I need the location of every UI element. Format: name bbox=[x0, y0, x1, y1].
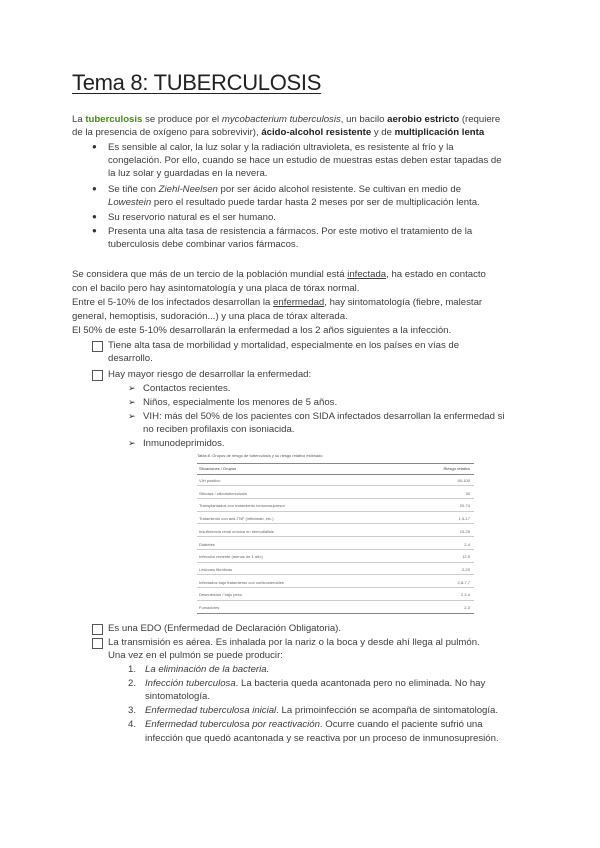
table-cell-value: 50-100 bbox=[457, 478, 470, 483]
para2-line-2: con el bacilo pero hay asintomatología y una placa de tórax normal. bbox=[72, 283, 360, 294]
checkbox[interactable] bbox=[92, 341, 103, 352]
checkbox[interactable] bbox=[92, 638, 103, 649]
checkbox[interactable] bbox=[92, 370, 103, 381]
intro-bullet-1-line-1: Es sensible al calor, la luz solar y la radiación ultravioleta, es resistente al frío y la bbox=[108, 142, 454, 153]
para2-line-4: general, hemoptisis, sudoración...) y una placa de tórax alterada. bbox=[72, 311, 348, 322]
risk-item-4: Inmunodeprimidos. bbox=[143, 438, 225, 449]
table-rule bbox=[197, 498, 474, 499]
table-cell-label: Fumadores bbox=[199, 605, 220, 610]
arrow-bullet-icon: ➢ bbox=[128, 411, 136, 421]
list-number: 1. bbox=[128, 664, 137, 675]
arrow-bullet-icon: ➢ bbox=[128, 397, 136, 407]
intro-bullet-1-line-3: la luz solar y guardadas en la nevera. bbox=[108, 168, 268, 179]
arrow-bullet-icon: ➢ bbox=[128, 438, 136, 448]
table-cell-label: Infectados bajo tratamiento con corticosteroides bbox=[199, 579, 284, 585]
para2-line-1: Se considera que más de un tercio de la población mundial está infectada, ha estado en contacto bbox=[72, 269, 486, 280]
para2-line-5: El 50% de este 5-10% desarrollarán la enfermedad a los 2 años siguientes a la infección. bbox=[72, 325, 452, 336]
check-4-line-2: Una vez en el pulmón se puede producir: bbox=[108, 650, 283, 661]
table-rule bbox=[197, 549, 474, 550]
table-header-label: Situaciones / Grupos bbox=[199, 466, 237, 471]
arrow-bullet-icon: ➢ bbox=[128, 383, 136, 393]
table-rule bbox=[197, 485, 474, 486]
table-rule bbox=[197, 463, 474, 464]
table-rule bbox=[197, 574, 474, 575]
table-cell-value: 2-3 bbox=[464, 605, 470, 610]
table-rule bbox=[197, 562, 474, 563]
bullet-icon: ● bbox=[92, 184, 97, 193]
form-2-line-2: sintomatología. bbox=[145, 691, 211, 702]
table-cell-label: Tratamiento con anti-TNF (infliximab, etc.) bbox=[199, 516, 274, 522]
table-cell-label: Transplantados con tratamiento inmunosupresor bbox=[199, 503, 285, 509]
bullet-icon: ● bbox=[92, 226, 97, 235]
risk-item-1: Contactos recientes. bbox=[143, 383, 231, 394]
checkbox[interactable] bbox=[92, 624, 103, 635]
intro-bullet-4-line-1: Presenta una alta tasa de resistencia a fármacos. Por este motivo el tratamiento de la bbox=[108, 226, 473, 237]
check-2: Hay mayor riesgo de desarrollar la enfermedad: bbox=[108, 369, 312, 380]
list-number: 2. bbox=[128, 678, 137, 689]
intro-line-1: La tuberculosis se produce por el mycobacterium tuberculosis, un bacilo aerobio estricto (requiere bbox=[72, 114, 501, 125]
term-enfermedad: enfermedad bbox=[273, 297, 325, 308]
table-rule bbox=[197, 587, 474, 588]
term-multiplicacion: multiplicación lenta bbox=[394, 127, 485, 138]
table-rule bbox=[197, 536, 474, 537]
term-aerobio: aerobio estricto bbox=[387, 114, 460, 125]
check-1-line-1: Tiene alta tasa de morbilidad y mortalidad, especialmente en los países en vías de bbox=[108, 340, 460, 351]
risk-item-3-line-2: no reciben profilaxis con isoniacida. bbox=[143, 424, 295, 435]
table-cell-label: VIH positivo bbox=[199, 478, 221, 483]
check-4-line-1: La transmisión es aérea. Es inhalada por la nariz o la boca y desde ahí llega al pulmón. bbox=[108, 637, 480, 648]
table-rule bbox=[197, 600, 474, 601]
table-cell-value: 1,5-17 bbox=[458, 516, 470, 522]
form-4-line-2: infección que quedó acantonada y se reactiva por un proceso de inmunosupresión. bbox=[145, 733, 499, 744]
para2-line-3: Entre el 5-10% de los infectados desarrollan la enfermedad, hay sintomatología (fiebre, malestar bbox=[72, 297, 483, 308]
term-infectada: infectada bbox=[347, 269, 387, 280]
intro-bullet-2-line-1: Se tiñe con Ziehl-Neelsen por ser ácido alcohol resistente. Se cultivan en medio de bbox=[108, 184, 462, 195]
table-rule bbox=[197, 523, 474, 524]
bullet-icon: ● bbox=[92, 142, 97, 151]
table-cell-label: Diabetes bbox=[199, 541, 215, 547]
table-cell-value: 2-20 bbox=[461, 566, 470, 572]
form-3: Enfermedad tuberculosa inicial. La primoinfección se acompaña de sintomatología. bbox=[145, 705, 499, 716]
table-header-value: Riesgo relativo bbox=[443, 466, 470, 471]
table-cell-value: 12,9 bbox=[462, 554, 470, 560]
term-acido-alcohol: ácido-alcohol resistente bbox=[261, 127, 372, 138]
list-number: 3. bbox=[128, 705, 137, 716]
table-cell-value: 30 bbox=[465, 490, 470, 496]
table-rule bbox=[197, 511, 474, 512]
list-number: 4. bbox=[128, 719, 137, 730]
table-cell-label: Lesiones fibróticas bbox=[199, 566, 233, 572]
check-3: Es una EDO (Enfermedad de Declaración Obligatoria). bbox=[108, 623, 342, 634]
table-cell-label: Desnutrición / bajo peso bbox=[199, 592, 242, 598]
table-caption: Tabla 8. Grupos de riesgo de tuberculosis y su riesgo relativo estimado bbox=[197, 453, 323, 458]
table-cell-label: Insuficiencia renal crónica en hemodiálisis bbox=[199, 528, 274, 534]
intro-line-2: de la presencia de oxígeno para sobrevivir), ácido-alcohol resistente y de multiplicación lenta bbox=[72, 127, 485, 138]
bullet-icon: ● bbox=[92, 212, 97, 221]
table-rule bbox=[197, 613, 474, 614]
form-2-line-1: Infección tuberculosa. La bacteria queda acantonada pero no eliminada. No hay bbox=[145, 678, 486, 689]
table-cell-label: Infección reciente (menos de 1 año) bbox=[199, 554, 263, 560]
table-cell-value: 2-4 bbox=[464, 541, 470, 547]
table-cell-value: 20-74 bbox=[459, 503, 470, 509]
form-1: La eliminación de la bacteria. bbox=[145, 664, 270, 675]
page-title: Tema 8: TUBERCULOSIS bbox=[72, 70, 322, 95]
term-tuberculosis: tuberculosis bbox=[85, 114, 143, 125]
risk-item-3-line-1: VIH: más del 50% de los pacientes con SIDA infectados desarrollan la enfermedad si bbox=[143, 411, 505, 422]
intro-bullet-2-line-2: Lowestein pero el resultado puede tardar hasta 2 meses por ser de multiplicación lenta. bbox=[108, 197, 480, 208]
table-cell-value: 2,8-7,7 bbox=[457, 579, 470, 585]
intro-bullet-3: Su reservorio natural es el ser humano. bbox=[108, 212, 276, 223]
intro-bullet-1-line-2: congelación. Por ello, cuando se hace un estudio de muestras estas deben estar tapadas de bbox=[108, 155, 502, 166]
table-cell-label: Silicosis / silicotuberculosis bbox=[199, 490, 248, 496]
table-cell-value: 2,2-4 bbox=[460, 592, 470, 598]
form-4-line-1: Enfermedad tuberculosa por reactivación. Ocurre cuando el paciente sufrió una bbox=[145, 719, 483, 730]
table-rule bbox=[197, 474, 474, 475]
risk-table bbox=[197, 453, 474, 615]
check-1-line-2: desarrollo. bbox=[108, 353, 153, 364]
intro-bullet-4-line-2: tuberculosis debe combinar varios fármacos. bbox=[108, 239, 299, 250]
table-cell-value: 10-25 bbox=[459, 528, 470, 534]
risk-item-2: Niños, especialmente los menores de 5 años. bbox=[143, 397, 338, 408]
